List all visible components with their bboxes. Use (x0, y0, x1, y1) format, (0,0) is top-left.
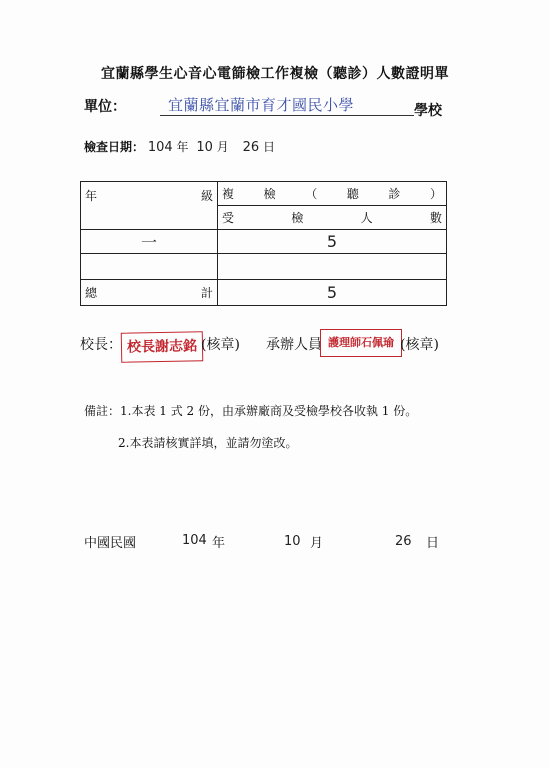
count-cell (218, 254, 447, 280)
exam-date-month-unit: 月 (216, 140, 229, 154)
header-char: 診 (388, 187, 401, 201)
remark-line-2: 2.本表請核實詳填，並請勿塗改。 (118, 436, 298, 450)
grade-header-left: 年 (85, 189, 98, 203)
header-char: 人 (360, 211, 373, 225)
grade-header-cell (81, 182, 218, 230)
total-label-cell (81, 280, 218, 306)
examinee-header-cell (218, 206, 447, 230)
footer-year-unit: 年 (212, 536, 226, 551)
footer-day: 26 (395, 534, 412, 549)
document-title: 宜蘭縣學生心音心電篩檢工作複檢（聽診）人數證明單 (101, 66, 449, 82)
grade-header-right: 級 (200, 189, 213, 203)
header-char: 檢 (291, 211, 304, 225)
exam-date-year-unit: 年 (176, 140, 189, 154)
grade-cell: 一 (81, 230, 218, 254)
unit-value: 宜蘭縣宜蘭市育才國民小學 (168, 96, 355, 114)
unit-label: 單位： (84, 99, 126, 115)
header-char: 檢 (263, 187, 276, 201)
header-char: ） (429, 187, 442, 201)
exam-date-year: 104 (147, 140, 173, 155)
footer-month: 10 (284, 534, 301, 549)
total-right: 計 (200, 286, 213, 300)
unit-underline (160, 115, 414, 116)
exam-date-label: 檢查日期： (84, 140, 145, 154)
header-char: （ (305, 187, 318, 201)
count-cell: 5 (218, 230, 447, 254)
total-left: 總 (85, 286, 98, 300)
exam-date-row (84, 138, 275, 155)
header-char: 數 (429, 211, 442, 225)
principal-label: 校長： (80, 337, 122, 353)
recheck-header-cell (218, 182, 447, 206)
total-count-cell: 5 (218, 280, 447, 306)
exam-date-day: 26 (242, 140, 260, 155)
grade-cell (81, 254, 218, 280)
remark-line-1: 備註：1.本表 1 式 2 份，由承辦廠商及受檢學校各收執 1 份。 (84, 404, 418, 418)
table-row (81, 230, 447, 254)
header-char: 複 (222, 187, 235, 201)
handler-stamp: 護理師石佩瑜 (320, 329, 402, 357)
total-row (81, 280, 447, 306)
exam-date-month: 10 (196, 140, 213, 155)
principal-check-seal: (核章) (201, 337, 240, 353)
footer-day-unit: 日 (426, 536, 440, 551)
table-header-row-1 (81, 182, 447, 206)
table-row (81, 254, 447, 280)
footer-year: 104 (182, 533, 207, 548)
header-char: 受 (222, 211, 235, 225)
count-table (80, 181, 447, 306)
unit-suffix: 學校 (414, 103, 442, 119)
handler-check-seal: (核章) (400, 337, 439, 353)
header-char: 聽 (346, 187, 359, 201)
exam-date-day-unit: 日 (262, 140, 275, 154)
footer-era: 中國民國 (84, 536, 137, 551)
handler-label: 承辦人員 (266, 337, 322, 353)
footer-month-unit: 月 (310, 536, 324, 551)
principal-stamp: 校長謝志銘 (121, 331, 204, 362)
